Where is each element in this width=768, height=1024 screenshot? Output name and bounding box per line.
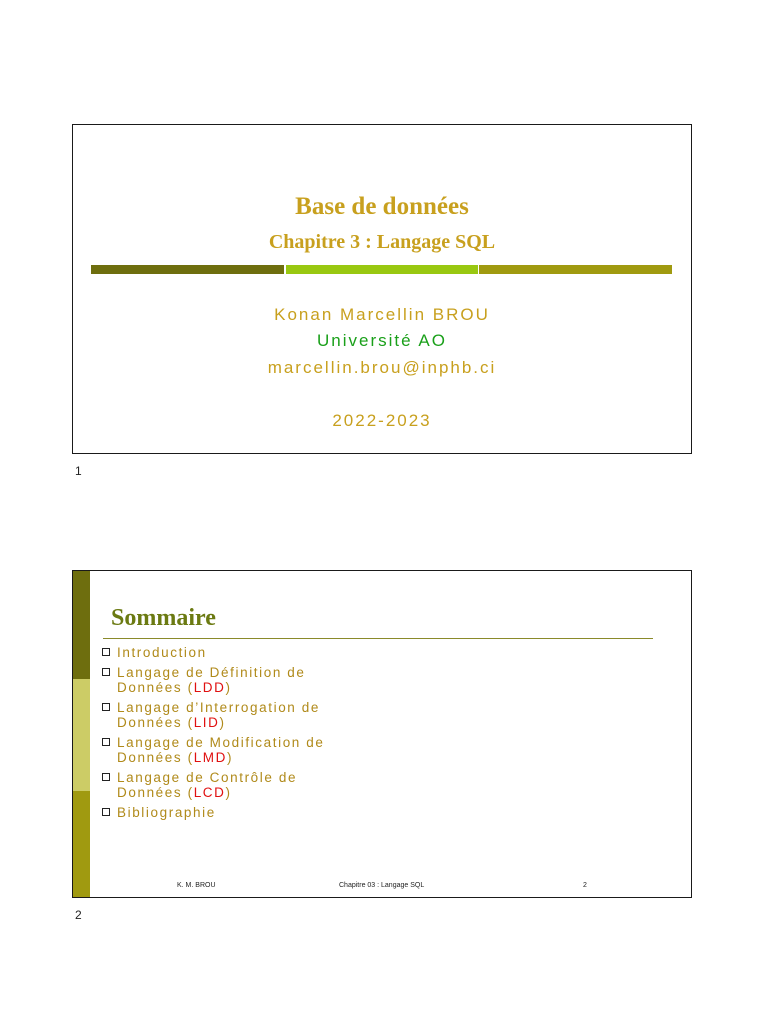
heading-underline bbox=[103, 638, 653, 639]
square-bullet-icon bbox=[102, 773, 110, 781]
summary-slide bbox=[72, 570, 692, 898]
abbreviation: LID bbox=[193, 715, 220, 730]
footer-chapter: Chapitre 03 : Langage SQL bbox=[339, 882, 425, 889]
title-bar-segment-olive bbox=[479, 265, 672, 274]
abbreviation: LMD bbox=[193, 750, 227, 765]
square-bullet-icon bbox=[102, 648, 110, 656]
decorative-sidebar bbox=[73, 571, 90, 897]
abbreviation: LDD bbox=[193, 680, 226, 695]
title-slide bbox=[72, 124, 692, 454]
university-name: Université AO bbox=[317, 331, 447, 350]
academic-year: 2022-2023 bbox=[332, 411, 432, 430]
toc-item: Langage de Contrôle de Données (LCD) bbox=[101, 770, 324, 800]
toc-item: Langage de Définition de Données (LDD) bbox=[101, 665, 324, 695]
footer-author: K. M. BROU bbox=[177, 882, 216, 889]
square-bullet-icon bbox=[102, 703, 110, 711]
author-email: marcellin.brou@inphb.ci bbox=[267, 358, 497, 377]
title-bar-segment-lime bbox=[286, 265, 478, 274]
toc-item: Langage de Modification de Données (LMD) bbox=[101, 735, 324, 765]
square-bullet-icon bbox=[102, 808, 110, 816]
table-of-contents bbox=[101, 645, 324, 825]
toc-item: Langage d’Interrogation de Données (LID) bbox=[101, 700, 324, 730]
page-number: 2 bbox=[75, 908, 82, 922]
page-number: 1 bbox=[75, 464, 82, 478]
toc-item: Introduction bbox=[101, 645, 324, 660]
presentation-subtitle: Chapitre 3 : Langage SQL bbox=[268, 231, 496, 253]
presentation-title: Base de données bbox=[295, 193, 469, 220]
author-name: Konan Marcellin BROU bbox=[274, 305, 490, 324]
toc-item: Bibliographie bbox=[101, 805, 324, 820]
square-bullet-icon bbox=[102, 668, 110, 676]
square-bullet-icon bbox=[102, 738, 110, 746]
footer-slide-number: 2 bbox=[583, 882, 587, 889]
title-bar-segment-dark bbox=[91, 265, 284, 274]
abbreviation: LCD bbox=[193, 785, 226, 800]
slide-heading: Sommaire bbox=[111, 605, 216, 631]
